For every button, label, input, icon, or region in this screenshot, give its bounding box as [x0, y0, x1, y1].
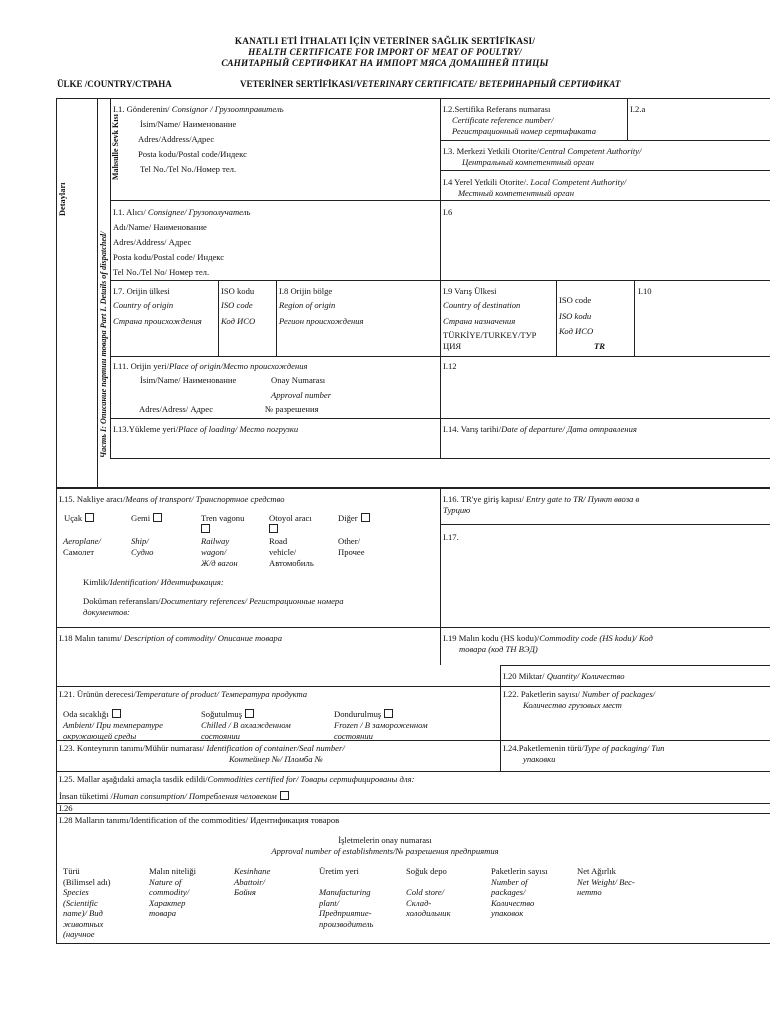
identification-column	[149, 866, 196, 919]
country-label: ÜLKE /COUNTRY/СТРАНА	[57, 79, 172, 89]
temperature-title: I.21. Ürünün derecesi/Temperature of product/ Температура продукта	[59, 689, 308, 699]
certified-title: I.25. Mallar aşağıdaki amaçla tasdik edildi/Commodities certified for/ Товары сертифицированы для:	[59, 774, 415, 784]
column-line: name)/ Вид	[63, 908, 103, 918]
place-name: İsim/Name/ Наименование	[140, 375, 237, 385]
mid-divider	[440, 98, 441, 458]
place-title: I.11. Orijin yeri/Place of origin/Место происхождения	[113, 361, 308, 371]
origin-ru: Страна происхождения	[113, 316, 202, 326]
commodity-code-c: товара (код ТН ВЭД)	[459, 644, 538, 654]
vet-cert-label: VETERİNER SERTİFİKASI/VETERINARY CERTIFICATE/ ВЕТЕРИНАРНЫЙ СЕРТИФИКАТ	[240, 79, 621, 89]
i17-label: I.17.	[443, 532, 459, 542]
origin-iso2: ISO code	[221, 300, 253, 310]
place-approval-b: Approval number	[271, 390, 332, 400]
region-title: I.8 Orijin bölge	[279, 286, 333, 296]
consignee-name: Adı/Name/ Наименование	[113, 222, 207, 232]
container-title: I.23. Konteynırın tanımı/Mühür numarası/ Identification of container/Seal number/	[59, 743, 345, 753]
rail-b: wagon/	[201, 547, 227, 557]
rule	[56, 771, 770, 772]
column-line: товара	[149, 908, 177, 918]
other-checkbox[interactable]	[361, 513, 370, 522]
consignor-address: Adres/Address/Адрес	[138, 134, 215, 144]
origin-iso3: Код ИСО	[221, 316, 256, 326]
i26-label: I.26	[59, 803, 73, 813]
ship-a: Ship/	[131, 536, 149, 546]
road-checkbox[interactable]	[269, 524, 278, 533]
other-b: Прочее	[338, 547, 365, 557]
column-line: Net Ağırlık	[577, 866, 616, 876]
commodity-code: I.19 Malın kodu (HS kodu)/Commodity code (HS kodu)/ Код	[443, 633, 653, 643]
road-b: vehicle/	[269, 547, 297, 557]
column-line: Склад-	[406, 897, 432, 908]
chilled-b: Chilled / В охлажденном	[201, 720, 291, 730]
rule	[634, 280, 635, 356]
entry-title-c: Турцию	[443, 505, 471, 515]
ship-b: Судно	[131, 547, 154, 557]
rule	[110, 200, 440, 201]
rule	[56, 813, 770, 814]
transport-title: I.15. Nakliye aracı/Means of transport/ Транспортное средство	[59, 494, 285, 504]
packages-c: Количество грузовых мест	[523, 700, 622, 710]
local-title: I.4 Yerel Yetkili Otorite/. Local Competent Authority/	[443, 177, 627, 187]
consignee-tel: Tel No./Tel No/ Номер тел.	[113, 267, 210, 277]
identification-label: Kimlik/Identification/ Идентификация:	[83, 577, 224, 587]
rule	[56, 740, 770, 741]
frozen-a: Dondurulmuş	[334, 709, 393, 720]
entry-title: I.16. TR'ye giriş kapısı/ Entry gate to TR/ Пункт ввоза в	[443, 494, 640, 504]
rule	[110, 280, 770, 281]
i6-label: I.6	[443, 207, 453, 217]
title-line-3: САНИТАРНЫЙ СЕРТИФИКАТ НА ИМПОРТ МЯСА ДОМАШНЕЙ ПТИЦЫ	[221, 58, 549, 68]
column-line: Üretim yeri	[319, 866, 359, 876]
dest-country-b: ЦИЯ	[443, 341, 462, 351]
rule	[627, 98, 628, 140]
est-a: İşletmelerin onay numarası	[338, 835, 432, 845]
origin-en: Country of origin	[113, 300, 174, 310]
road-c: Автомобиль	[269, 558, 314, 568]
strip-line	[97, 98, 98, 488]
aero-b: Самолет	[63, 547, 95, 557]
consignee-title: I.1. Alıcı/ Consignee/ Грузополучатель	[113, 207, 251, 217]
column-line: commodity/	[149, 887, 190, 897]
column-line: нетто	[577, 887, 602, 897]
frozen-b: Frozen / В замороженном	[334, 720, 428, 730]
place-approval-a: Onay Numarası	[271, 375, 326, 385]
identification-title: I.28 Malların tanımı/Identification of the commodities/ Идентификация товаров	[59, 815, 340, 825]
est-b: Approval number of establishments/№ разрешения предприятия	[271, 846, 499, 856]
column-line: (Bilimsel adı)	[63, 876, 111, 887]
loading-title: I.13.Yükleme yeri/Place of loading/ Место погрузки	[113, 424, 299, 434]
ref-title: I.2.Sertifika Referans numarası	[443, 104, 551, 114]
rule	[440, 524, 770, 525]
human-consumption: İnsan tüketimi /Human consumption/ Потребления человеком	[59, 791, 289, 802]
column-line	[406, 877, 451, 888]
dest-title: I.9 Varış Ülkesi	[443, 286, 497, 296]
column-line: Бойня	[234, 887, 256, 897]
identification-column	[491, 866, 548, 919]
column-line: Paketlerin sayısı	[491, 866, 548, 876]
rule	[110, 458, 770, 459]
column-line: Türü	[63, 866, 80, 876]
rule	[500, 665, 770, 666]
column-line: (научное	[63, 929, 95, 939]
rule	[276, 280, 277, 356]
frozen-c: состоянии	[334, 731, 373, 741]
consignor-postal: Posta kodu/Postal code/Индекс	[138, 149, 247, 159]
consignee-address: Adres/Address/ Адрес	[113, 237, 192, 247]
rule	[500, 665, 501, 771]
origin-iso1: ISO kodu	[221, 286, 255, 296]
rail-a: Railway	[201, 536, 230, 546]
ref-i2a: I.2.a	[630, 104, 646, 114]
column-line: упаковок	[491, 908, 524, 918]
ambient-c: окружающей среды	[63, 731, 137, 741]
plane-checkbox[interactable]	[85, 513, 94, 522]
ship-checkbox[interactable]	[153, 513, 162, 522]
dest-iso3: Код ИСО	[559, 326, 594, 336]
rail-c: Ж/д вагон	[201, 558, 238, 568]
column-line: Soğuk depo	[406, 866, 447, 876]
rule	[110, 418, 770, 419]
transport-road: Otoyol aracı	[269, 513, 312, 523]
commodity-desc: I.18 Malın tanımı/ Description of commodity/ Описание товара	[59, 633, 283, 643]
column-line: Abattoir/	[234, 876, 266, 887]
ref-sub2: Регистрационный номер сертификата	[452, 126, 596, 136]
rule	[56, 686, 770, 687]
column-line: производитель	[319, 918, 374, 929]
rule	[56, 627, 770, 628]
aero-a: Aeroplane/	[63, 536, 101, 546]
road-checkbox-wrap	[269, 524, 278, 535]
column-line: холодильник	[406, 908, 451, 918]
column-line	[319, 877, 373, 888]
column-line: (Scientific	[63, 897, 98, 908]
ref-sub1: Certificate reference number/	[452, 115, 554, 125]
origin-title: I.7. Orijin ülkesi	[113, 286, 170, 296]
column-line: plant/	[319, 897, 340, 908]
identification-column	[577, 866, 635, 898]
rule	[440, 170, 770, 171]
packages-title: I.22. Paketlerin sayısı/ Number of packages/	[503, 689, 656, 699]
part1-side-label: Часть I: Описание партии товара Part I. Details of dispatched/	[99, 231, 108, 458]
rail-checkbox-wrap	[201, 524, 210, 535]
column-line: Species	[63, 887, 89, 897]
transport-plane: Uçak	[64, 513, 94, 524]
ambient-checkbox[interactable]	[112, 709, 121, 718]
rail-checkbox[interactable]	[201, 524, 210, 533]
container-c: Контейнер №/ Пломба №	[229, 754, 323, 764]
column-line: packages/	[491, 887, 526, 897]
transport-other: Diğer	[338, 513, 370, 524]
title-line-2: HEALTH CERTIFICATE FOR IMPORT OF MEAT OF POULTRY/	[248, 47, 522, 57]
place-address: Adres/Adress/ Адрес	[139, 404, 214, 414]
dest-country-a: TÜRKİYE/TURKEY/ТУР	[443, 330, 537, 340]
dest-iso2: ISO kodu	[559, 311, 592, 321]
details-side-label: Detayları	[58, 182, 67, 216]
identification-column	[406, 866, 451, 919]
ambient-b: Ambient/ При температуре	[63, 720, 163, 730]
chilled-c: состоянии	[201, 731, 240, 741]
consignor-name: İsim/Name/ Наименование	[140, 119, 237, 129]
rule	[440, 488, 441, 665]
rule	[218, 280, 219, 356]
column-line: Manufacturing	[319, 887, 371, 897]
human-consumption-checkbox[interactable]	[280, 791, 289, 800]
dest-iso-value: TR	[594, 341, 605, 351]
column-line: Nature of	[149, 876, 182, 887]
packaging-title: I.24.Paketlemenin türü/Type of packaging/ Тип	[503, 743, 665, 753]
mahsul-side-label: Mahsulle Sevk Kısı	[111, 114, 120, 180]
column-line: Kesinhane	[234, 866, 271, 876]
identification-column	[319, 866, 373, 929]
doc-ref-a: Doküman referansları/Documentary references/ Регистрационные номера	[83, 596, 344, 606]
central-title: I.3. Merkezi Yetkili Otorite/Central Competent Authority/	[443, 146, 642, 156]
packaging-c: упаковки	[523, 754, 556, 764]
column-line: Cold store/	[406, 887, 445, 897]
region-en: Region of origin	[279, 300, 336, 310]
dest-iso1: ISO code	[559, 295, 592, 305]
transport-ship: Gemi	[131, 513, 162, 524]
identification-column	[234, 866, 270, 898]
consignor-tel: Tel No./Tel No./Номер тел.	[140, 164, 237, 174]
consignee-postal: Posta kodu/Postal code/ Индекс	[113, 252, 225, 262]
i10-label: I.10	[638, 286, 652, 296]
region-ru: Регион происхождения	[279, 316, 364, 326]
central-sub: Центральный компетентный орган	[462, 157, 594, 167]
column-line: Net Weight/ Вес-	[577, 876, 635, 887]
place-approval-c: № разрешения	[265, 404, 319, 414]
consignor-title: I.1. Gönderenin/ Consignor / Грузоотправитель	[113, 104, 284, 114]
quantity-label: I.20 Miktar/ Quantity/ Количество	[503, 671, 625, 681]
title-line-1: KANATLI ETİ İTHALATI İÇİN VETERİNER SAĞLIK SERTİFİKASI/	[234, 36, 536, 46]
local-sub: Местный компетентный орган	[458, 188, 574, 198]
column-line: Предприятие-	[319, 908, 372, 918]
other-a: Other/	[338, 536, 360, 546]
rule	[56, 803, 770, 804]
road-a: Road	[269, 536, 288, 546]
column-line: Number of	[491, 876, 528, 887]
departure-title: I.14. Varış tarihi/Date of departure/ Дата отправления	[443, 424, 637, 434]
identification-column	[63, 866, 111, 940]
ambient-a: Oda sıcaklığı	[63, 709, 121, 720]
dest-ru: Страна назначения	[443, 316, 516, 326]
column-line: Характер	[149, 897, 186, 908]
rule	[440, 140, 770, 141]
frozen-checkbox[interactable]	[384, 709, 393, 718]
rule	[440, 200, 770, 201]
i12-label: I.12	[443, 361, 457, 371]
rule	[110, 356, 770, 357]
transport-rail: Tren vagonu	[201, 513, 245, 523]
column-line: Количество	[491, 897, 535, 908]
rule	[556, 280, 557, 356]
dest-en: Country of destination	[443, 300, 521, 310]
chilled-a: Soğutulmuş	[201, 709, 254, 720]
chilled-checkbox[interactable]	[245, 709, 254, 718]
doc-ref-b: документов:	[83, 607, 130, 617]
column-line: животных	[63, 918, 104, 929]
column-line: Malın niteliği	[149, 866, 197, 876]
